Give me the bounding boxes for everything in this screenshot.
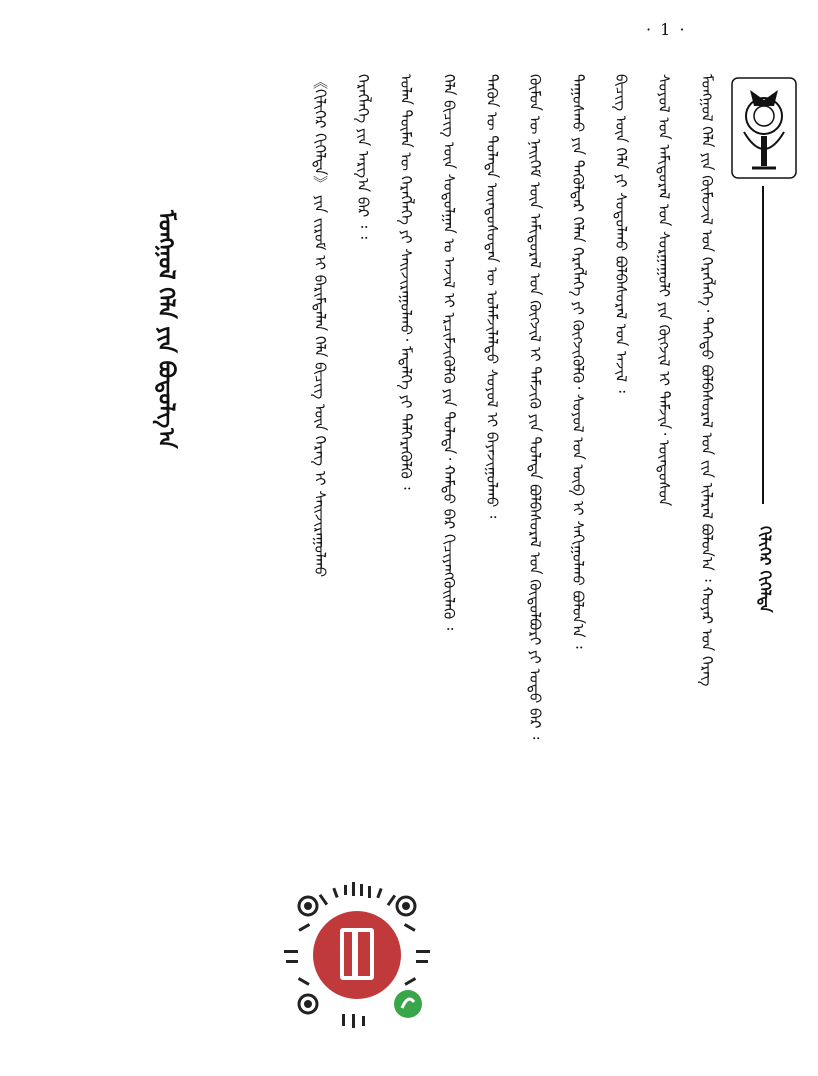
text-column: ᠪᠢᠴᠢᠭ ᠦᠨ ᠬᠡᠯᠡ ᠶᠢ ᠰᠤᠳᠤᠯᠬᠤ ᠪᠣᠯᠪᠠᠰᠤᠷᠠᠯ ᠤᠨ ᠠᠵᠢᠯ ᠄ [612, 74, 630, 393]
page-title: ᠮᠣᠩᠭᠣᠯ ᠬᠡᠯᠡ ᠶᠢᠨ ᠪᠣᠳᠤᠯᠭ᠎ᠠ [153, 210, 178, 449]
text-column: 《ᠭᠢᠯᠢᠭᠡᠷ ᠬᠢᠭᠡᠯᠲᠡ》 ᠶᠢᠨ ᠵᠢᠷᠤᠮ ᠢ ᠪᠠᠷᠢᠮᠲᠠᠯᠠᠨ ᠬᠡᠯᠡ ᠪᠢᠴᠢᠭ ᠦᠨ ᠬᠡᠷᠡᠭ ᠢ ᠰᠠᠢᠵᠢᠷᠠᠭᠤᠯᠬᠤ [311, 74, 329, 578]
text-column: ᠣᠯᠠᠨ ᠲᠥᠮᠡᠨ ᠦ ᠬᠡᠷᠡᠭᠯᠡᠭᠡ ᠶᠢ ᠰᠠᠢᠵᠢᠷᠠᠭᠤᠯᠬᠤ᠂ ᠮᠡᠳᠡᠯᠭᠡ ᠶᠢ ᠳᠡᠯᠭᠡᠷᠡᠭᠦᠯᠬᠦ ᠄ [397, 74, 415, 490]
text-column: ᠰᠣᠶᠤᠯ ᠤᠨ ᠠᠮᠢᠳᠤᠷᠠᠯ ᠤᠨ ᠰᠤᠷᠭᠠᠭᠤᠯᠢ ᠶᠢᠨ ᠬᠥᠭᠵᠢᠯ ᠢ ᠳᠡᠮᠵᠢᠨ᠂ ᠦᠨᠳᠦᠰᠦᠨ [655, 74, 673, 507]
text-column: ᠳᠠᠭᠤᠰᠬᠤ ᠶᠢᠨ ᠲᠡᠭᠦᠯᠳᠡᠷ ᠬᠡᠯᠡᠨ ᠬᠡᠷᠡᠭᠯᠡᠭᠡ ᠶᠢ ᠬᠥᠭᠵᠢᠭᠦᠯᠬᠦ᠂ ᠰᠣᠶᠤᠯ ᠤᠨ ᠥᠪ ᠢ ᠰᠠᠬᠢᠭᠤᠯᠬᠤ ᠪᠣᠯᠤᠨ᠎ᠠ ᠄ [569, 74, 587, 649]
text-column: ᠮᠣᠩᠭᠣᠯ ᠬᠡᠯᠡ ᠶᠢᠨ ᠬᠦᠮᠦᠵᠢᠯ ᠤᠨ ᠬᠡᠷᠡᠭᠯᠡᠭᠡ᠂ ᠳᠡᠭᠡᠳᠦ ᠪᠣᠯᠪᠠᠰᠤᠷᠠᠯ ᠤᠨ ᠵᠢᠨ ᠢᠯᠡᠷᠡᠯ ᠪᠣᠯᠤᠨ᠎ᠠ ᠄ ᠬᠣᠶᠠᠷ ᠤᠨ ᠬᠡᠷᠡᠭ [698, 74, 716, 687]
text-column: ᠬᠦᠮᠦᠨ ᠦ ᠨᠡᠢᠭᠡᠮ ᠦᠨ ᠠᠮᠢᠳᠤᠷᠠᠯ ᠤᠨ ᠬᠥᠭᠵᠢᠯ ᠢ ᠳᠡᠮᠵᠢᠬᠦ ᠶᠢᠨ ᠲᠤᠯᠠᠳᠠ ᠪᠣᠯᠪᠠᠰᠤᠷᠠᠯ ᠤᠨ ᠬᠥᠲᠦᠯᠪᠦᠷᠢ ᠶᠢ ᠣᠳᠣ ᠪᠠᠷ ᠄ [526, 74, 544, 740]
emblem-icon [730, 76, 798, 180]
section-header: ᠭᠢᠯᠢᠭᠡᠷ ᠬᠢᠭᠡᠯᠲᠡ [756, 526, 774, 613]
page-number: · 1 · [646, 20, 687, 39]
text-column: ᠲᠡᠭᠦᠨ ᠦ ᠲᠤᠯᠠᠳᠠ ᠦᠨᠳᠦᠰᠦᠲᠡᠨ ᠦ ᠤᠯᠠᠮᠵᠢᠯᠠᠯᠲᠤ ᠰᠣᠶᠤᠯ ᠢ ᠪᠠᠶᠠᠵᠢᠭᠤᠯᠬᠤ ᠄ [483, 74, 501, 519]
qr-code-icon[interactable] [282, 880, 432, 1030]
text-column: ᠬᠡᠷᠡᠭᠯᠡᠭᠡ ᠶᠢᠨ ᠠᠷᠭ᠎ᠠ ᠪᠠᠷ ᠄ ᠄ [354, 74, 372, 239]
text-column: ᠬᠡᠯᠡ ᠪᠢᠴᠢᠭ ᠦᠨ ᠰᠤᠳᠤᠯᠭᠠᠨ ᠤ ᠠᠵᠢᠯ ᠢ ᠡᠷᠴᠢᠮᠵᠢᠭᠦᠯᠬᠦ ᠶᠢᠨ ᠲᠤᠯᠠᠳᠠ᠂ ᠬᠠᠮᠲᠤ ᠪᠠᠷ ᠬᠢᠴᠢᠶᠡᠩᠭᠦᠢᠯᠡᠬᠦ ᠄ [440, 74, 458, 631]
header-rule [762, 186, 764, 504]
